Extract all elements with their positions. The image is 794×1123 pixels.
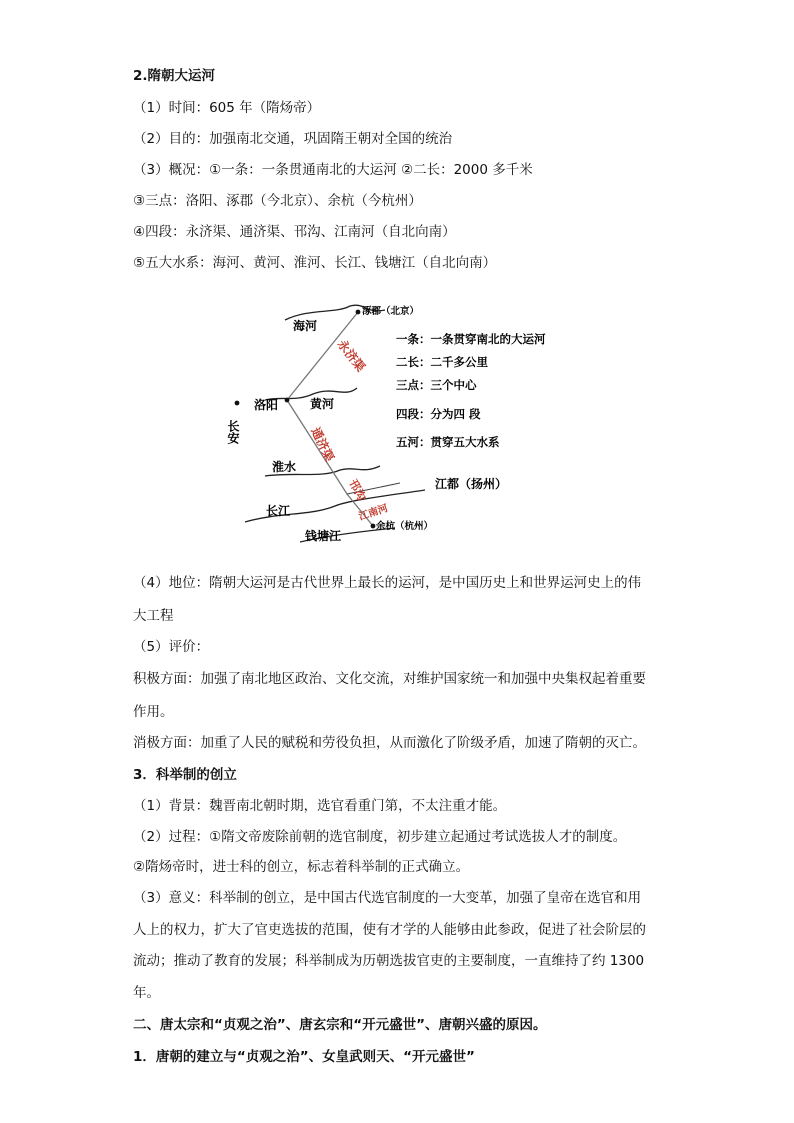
summary-item-3: 三点：三个中心: [396, 378, 477, 392]
evaluation-negative: 消极方面：加重了人民的赋税和劳役负担，从而激化了阶级矛盾，加速了隋朝的灭亡。: [133, 735, 646, 751]
evaluation-positive-line1: 积极方面：加强了南北地区政治、文化交流，对维护国家统一和加强中央集权起着重要: [133, 671, 646, 687]
tang-subheading: 1．唐朝的建立与“贞观之治”、女皇武则天、“开元盛世”: [133, 1049, 475, 1065]
label-changan: 长安: [226, 420, 240, 444]
label-qiantangjiang: 钱塘江: [305, 529, 342, 543]
exam-meaning-line4: 年。: [133, 985, 160, 1001]
summary-item-1: 一条：一条贯穿南北的大运河: [396, 332, 546, 346]
canal-overview: （3）概况：①一条：一条贯通南北的大运河 ②二长：2000 多千米: [133, 162, 533, 178]
section-heading-tang: 二、唐太宗和“贞观之治”、唐玄宗和“开元盛世”、唐朝兴盛的原因。: [133, 1017, 547, 1033]
label-yuhang: 余杭（杭州）: [376, 521, 434, 532]
canal-time: （1）时间：605 年（隋炀帝）: [133, 100, 321, 116]
exam-meaning-line3: 流动；推动了教育的发展；科举制成为历朝选拔官吏的主要制度，一直维持了约 1300: [133, 953, 645, 969]
label-zhuojun: 涿郡（北京）: [362, 306, 420, 317]
label-hangou: 邗沟: [346, 477, 369, 503]
label-jiangdu: 江都（扬州）: [435, 477, 508, 491]
summary-item-4: 四段：分为四 段: [396, 407, 481, 421]
luoyang-point: [285, 398, 290, 403]
evaluation-positive-line2: 作用。: [133, 704, 174, 720]
label-yongjiqu: 永济渠: [334, 337, 368, 375]
zhuojun-point: [356, 310, 361, 315]
canal-four-sections: ④四段：永济渠、通济渠、邗沟、江南河（自北向南）: [133, 224, 456, 240]
label-luoyang: 洛阳: [254, 398, 279, 412]
yuhang-point: [371, 524, 376, 529]
changan-point: [235, 401, 240, 406]
evaluation-label: （5）评价：: [133, 639, 210, 655]
label-huanghe: 黄河: [310, 397, 335, 411]
label-tongjiqu: 通济渠: [308, 425, 337, 464]
grand-canal-map: [225, 290, 570, 555]
canal-purpose: （2）目的：加强南北交通，巩固隋王朝对全国的统治: [133, 131, 453, 147]
exam-meaning-line2: 人上的权力，扩大了官吏选拔的范围，使有才学的人能够由此参政，促进了社会阶层的: [133, 922, 646, 938]
exam-process-line1: （2）过程：①隋文帝废除前朝的选官制度，初步建立起通过考试选拔人才的制度。: [133, 829, 627, 845]
summary-item-2: 二长：二千多公里: [396, 355, 488, 369]
canal-status-line1: （4）地位：隋朝大运河是古代世界上最长的运河，是中国历史上和世界运河史上的伟: [133, 575, 642, 591]
label-jiangnanhe: 江南河: [357, 503, 390, 523]
summary-item-5: 五河：贯穿五大水系: [396, 435, 500, 449]
label-huaishui: 淮水: [272, 460, 297, 474]
section-heading-canal: 2.隋朝大运河: [133, 68, 216, 84]
label-changjiang: 长江: [266, 504, 291, 518]
canal-three-points: ③三点：洛阳、涿郡（今北京）、余杭（今杭州）: [133, 193, 422, 209]
exam-meaning-line1: （3）意义：科举制的创立，是中国古代选官制度的一大变革，加强了皇帝在选官和用: [133, 890, 642, 906]
label-haihe: 海河: [293, 319, 318, 333]
canal-five-rivers: ⑤五大水系：海河、黄河、淮河、长江、钱塘江（自北向南）: [133, 255, 497, 271]
canal-status-line2: 大工程: [133, 608, 174, 624]
exam-process-line2: ②隋炀帝时，进士科的创立，标志着科举制的正式确立。: [133, 859, 470, 875]
section-heading-exam: 3．科举制的创立: [133, 767, 237, 783]
exam-background: （1）背景：魏晋南北朝时期，选官看重门第，不太注重才能。: [133, 798, 507, 814]
